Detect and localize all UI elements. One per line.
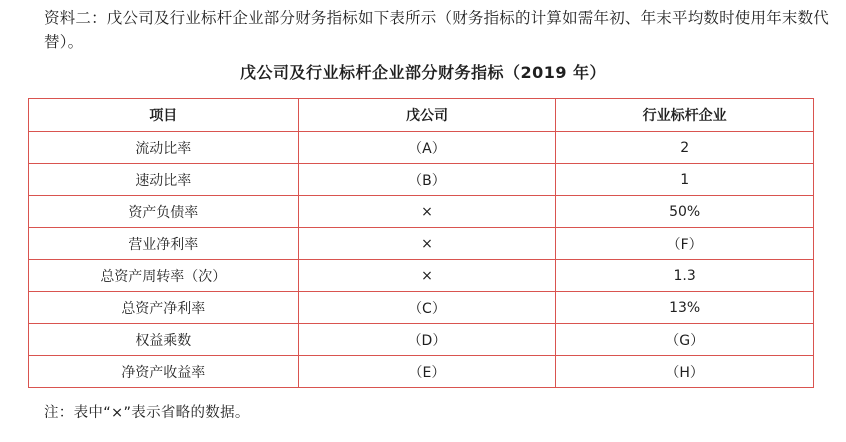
header-benchmark: 行业标杆企业	[556, 99, 814, 132]
header-company: 戊公司	[298, 99, 556, 132]
table-title: 戊公司及行业标杆企业部分财务指标（2019 年）	[239, 63, 607, 82]
row-label: 速动比率	[29, 164, 299, 196]
row-label: 资产负债率	[29, 196, 299, 228]
intro-paragraph: 资料二：戊公司及行业标杆企业部分财务指标如下表所示（财务指标的计算如需年初、年末平均数时使用年末数代替）。	[44, 9, 830, 51]
row-label: 流动比率	[29, 132, 299, 164]
company-value: ×	[298, 196, 556, 228]
table-row	[29, 196, 814, 228]
table-row	[29, 260, 814, 292]
company-value: （D）	[298, 324, 556, 356]
financial-indicators-table	[28, 98, 814, 388]
row-label: 净资产收益率	[29, 356, 299, 388]
company-value: （C）	[298, 292, 556, 324]
company-value: （A）	[298, 132, 556, 164]
table-row	[29, 228, 814, 260]
table-row	[29, 324, 814, 356]
company-value: （B）	[298, 164, 556, 196]
table-row	[29, 132, 814, 164]
benchmark-value: 1.3	[556, 260, 814, 292]
benchmark-value: 1	[556, 164, 814, 196]
table-row	[29, 164, 814, 196]
benchmark-value: 13%	[556, 292, 814, 324]
row-label: 权益乘数	[29, 324, 299, 356]
table-row	[29, 292, 814, 324]
row-label: 总资产周转率（次）	[29, 260, 299, 292]
benchmark-value: （F）	[556, 228, 814, 260]
company-value: ×	[298, 228, 556, 260]
benchmark-value: 2	[556, 132, 814, 164]
company-value: （E）	[298, 356, 556, 388]
company-value: ×	[298, 260, 556, 292]
table-row	[29, 356, 814, 388]
benchmark-value: （H）	[556, 356, 814, 388]
header-item: 项目	[29, 99, 299, 132]
row-label: 营业净利率	[29, 228, 299, 260]
table-header-row	[29, 99, 814, 132]
table-note: 注：表中“×”表示省略的数据。	[44, 405, 250, 421]
benchmark-value: 50%	[556, 196, 814, 228]
row-label: 总资产净利率	[29, 292, 299, 324]
benchmark-value: （G）	[556, 324, 814, 356]
